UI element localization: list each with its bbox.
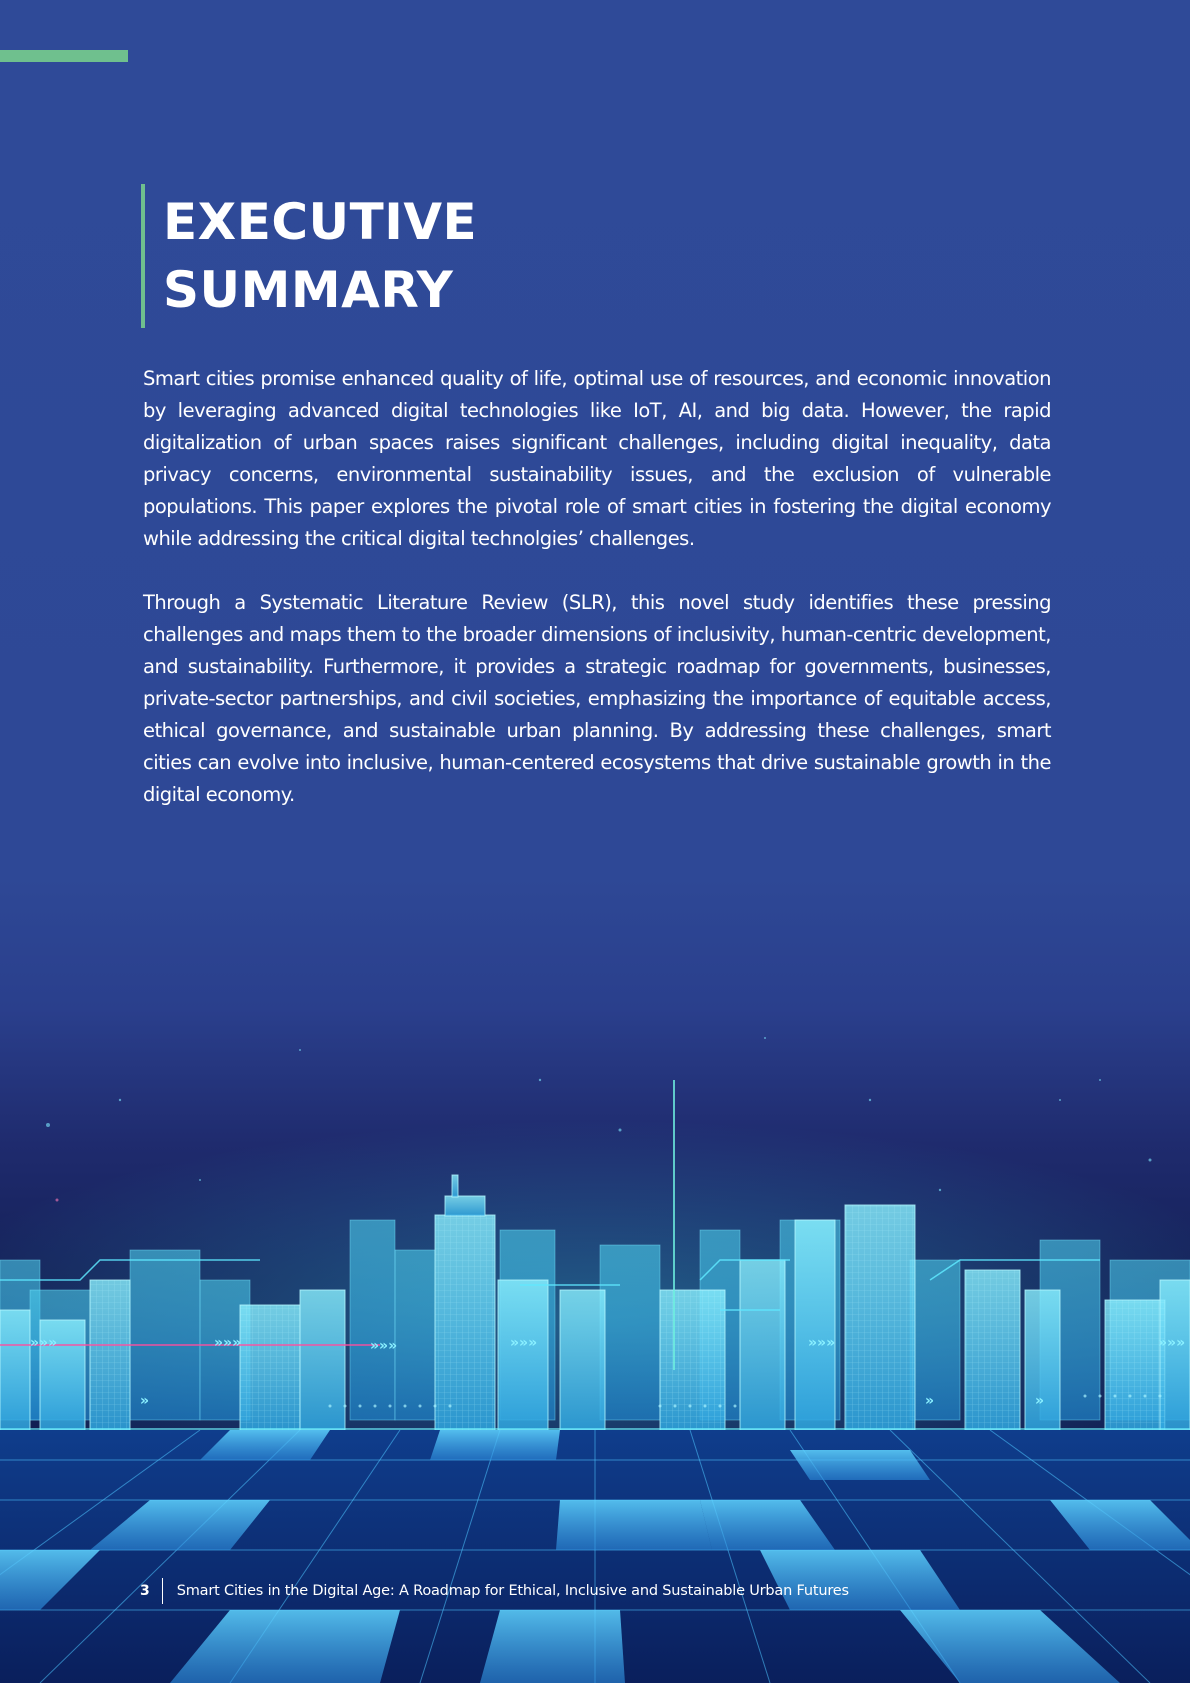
summary-body (143, 363, 1051, 843)
paragraph-2: Through a Systematic Literature Review (SLR), this novel study identifies these pressing challenges and maps them to the broader dimensions of inclusivity, human-centric development, and sustainability. Furthermore, it provides a strategic roadmap for governments, businesses, private-sector partnerships, and civil societies, emphasizing the importance of equitable access, ethical governance, and sustainable urban planning. By addressing these challenges, smart cities can evolve into inclusive, human-centered ecosystems that drive sustainable growth in the digital economy. (143, 591, 1051, 806)
svg-text:»: » (1035, 1393, 1045, 1409)
accent-bar (0, 50, 128, 62)
smart-city-skyline-illustration (0, 960, 1190, 1683)
svg-text:»»»: »»» (214, 1335, 242, 1351)
footer-divider (162, 1578, 163, 1604)
title-line-2: SUMMARY (163, 261, 454, 319)
paragraph-1: Smart cities promise enhanced quality of life, optimal use of resources, and economic innovation by leveraging advanced digital technologies like IoT, AI, and big data. However, the rapid digitalization of urban spaces raises significant challenges, including digital inequality, data privacy concerns, environmental sustainability issues, and the exclusion of vulnerable populations. This paper explores the pivotal role of smart cities in fostering the digital economy while addressing the critical digital technolgies’ challenges. (143, 367, 1051, 550)
title-block (141, 184, 477, 328)
page-footer (140, 1578, 849, 1604)
svg-text:»»»: »»» (510, 1335, 538, 1351)
svg-text:»»»: »»» (808, 1335, 836, 1351)
svg-text:»: » (925, 1393, 935, 1409)
svg-text:»: » (140, 1393, 150, 1409)
svg-text:»»»: »»» (1158, 1335, 1186, 1351)
page-number: 3 (140, 1583, 150, 1599)
svg-text:»»»: »»» (30, 1335, 58, 1351)
title-line-1: EXECUTIVE (163, 193, 478, 251)
svg-text:»»»: »»» (370, 1338, 398, 1354)
footer-document-title: Smart Cities in the Digital Age: A Roadmap for Ethical, Inclusive and Sustainable Urban Futures (176, 1583, 849, 1599)
